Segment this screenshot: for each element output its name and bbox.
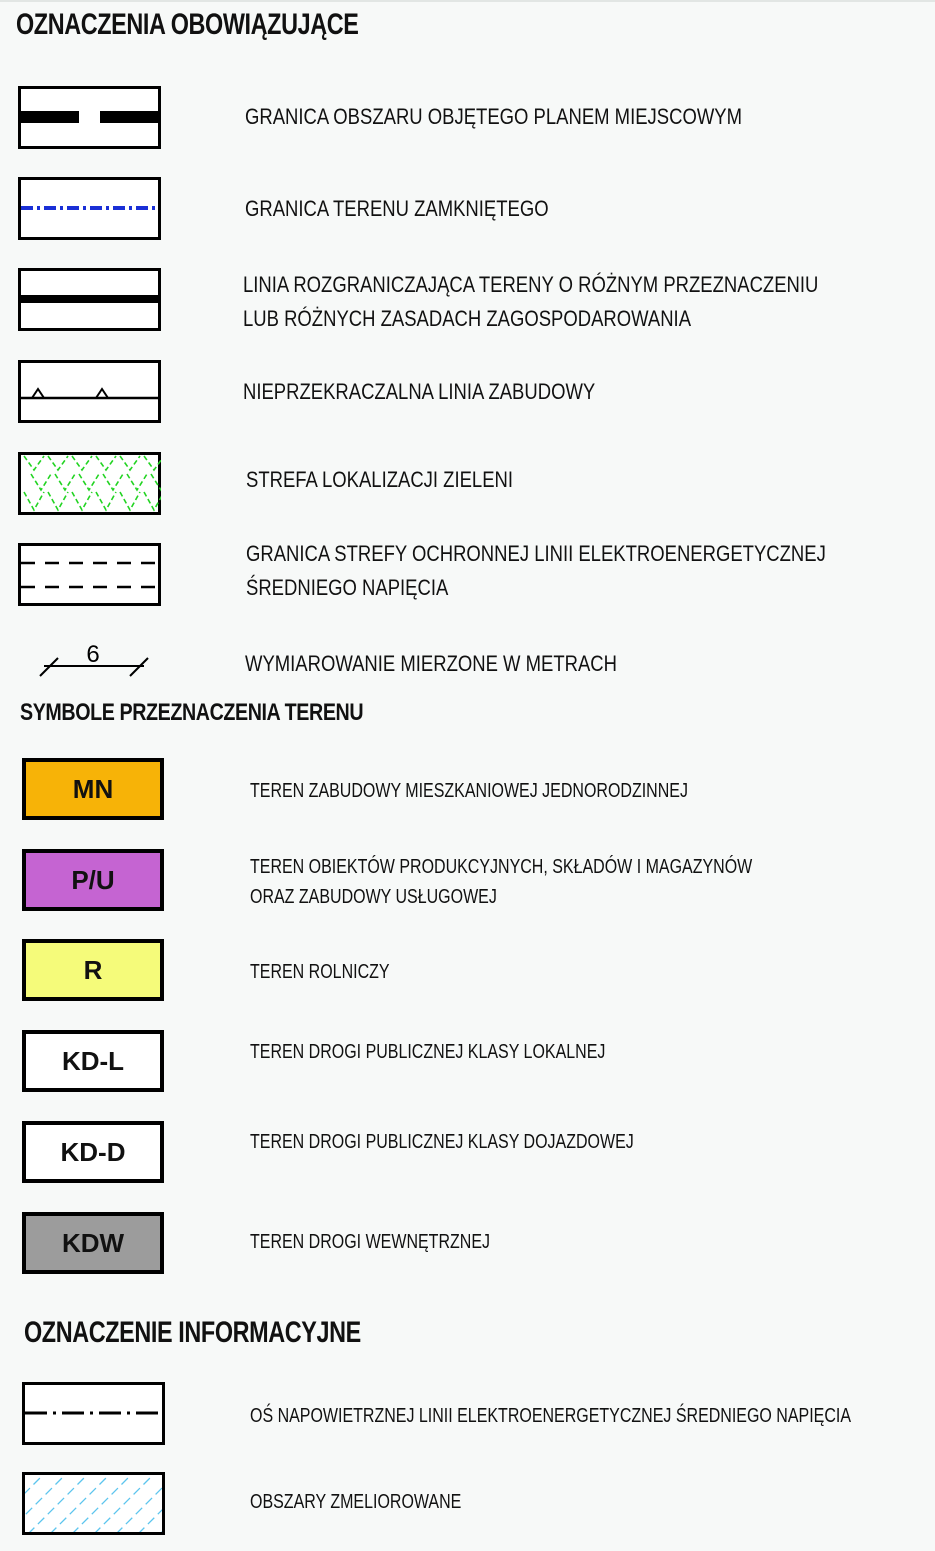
plan-boundary-symbol [18, 86, 161, 150]
land-use-code-kd-l: KD-L [22, 1030, 164, 1092]
legend-label-kd-d [250, 1127, 634, 1157]
label-line: TEREN OBIEKTÓW PRODUKCYJNYCH, SKŁADÓW I MAGAZYNÓW [250, 856, 753, 878]
label-line: TEREN DROGI WEWNĘTRZNEJ [250, 1231, 490, 1253]
section-title-informational: OZNACZENIE INFORMACYJNE [24, 1316, 361, 1349]
label-line: GRANICA TERENU ZAMKNIĘTEGO [245, 196, 549, 221]
land-use-code-pu: P/U [22, 849, 164, 911]
power-line-axis-symbol [22, 1382, 165, 1446]
label-line: TEREN DROGI PUBLICZNEJ KLASY LOKALNEJ [250, 1041, 606, 1063]
legend-label-r [250, 957, 390, 987]
label-line: OBSZARY ZMELIOROWANE [250, 1491, 462, 1513]
legend-label-drained-area [250, 1487, 461, 1517]
legend-label-plan-boundary [245, 100, 742, 134]
legend-label-kd-l [250, 1037, 605, 1067]
legend-label-closed-area-boundary [245, 192, 549, 226]
label-line: STREFA LOKALIZACJI ZIELENI [246, 467, 514, 492]
section-title-land-use: SYMBOLE PRZEZNACZENIA TERENU [20, 699, 364, 726]
building-line-symbol [18, 360, 161, 424]
label-line: ORAZ ZABUDOWY USŁUGOWEJ [250, 886, 497, 908]
label-line: TEREN DROGI PUBLICZNEJ KLASY DOJAZDOWEJ [250, 1131, 634, 1153]
top-border [0, 0, 935, 2]
legend-label-protection-zone [246, 537, 826, 605]
label-line: WYMIAROWANIE MIERZONE W METRACH [245, 651, 617, 676]
protection-zone-symbol [18, 543, 161, 607]
closed-area-boundary-symbol [18, 177, 161, 241]
land-use-code-mn: MN [22, 758, 164, 820]
legend-label-power-line-axis [250, 1401, 851, 1431]
label-line: GRANICA STREFY OCHRONNEJ LINII ELEKTROENERGETYCZNEJ [246, 541, 826, 566]
label-line: ŚREDNIEGO NAPIĘCIA [246, 575, 449, 600]
label-line: GRANICA OBSZARU OBJĘTEGO PLANEM MIEJSCOWYM [245, 104, 742, 129]
land-use-code-kd-d: KD-D [22, 1121, 164, 1183]
legend-label-building-line [243, 375, 595, 409]
label-line: LINIA ROZGRANICZAJĄCA TERENY O RÓŻNYM PRZEZNACZENIU [243, 272, 819, 297]
drained-area-symbol [22, 1472, 165, 1536]
legend-label-dimension [245, 647, 617, 681]
legend-label-green-zone [246, 463, 513, 497]
demarcation-line-symbol [18, 268, 161, 332]
legend-label-pu [250, 852, 752, 912]
green-zone-symbol [18, 452, 161, 516]
land-use-code-kdw: KDW [22, 1212, 164, 1274]
land-use-code-r: R [22, 939, 164, 1001]
label-line: OŚ NAPOWIETRZNEJ LINII ELEKTROENERGETYCZNEJ ŚREDNIEGO NAPIĘCIA [250, 1405, 851, 1427]
label-line: LUB RÓŻNYCH ZASADACH ZAGOSPODAROWANIA [243, 306, 692, 331]
label-line: NIEPRZEKRACZALNA LINIA ZABUDOWY [243, 379, 596, 404]
label-line: TEREN ROLNICZY [250, 961, 390, 983]
legend-label-demarcation-line [243, 268, 818, 336]
label-line: TEREN ZABUDOWY MIESZKANIOWEJ JEDNORODZINNEJ [250, 780, 688, 802]
legend-label-mn [250, 776, 688, 806]
legend-label-kdw [250, 1227, 490, 1257]
dimension-value: 6 [86, 641, 100, 668]
section-title-binding: OZNACZENIA OBOWIĄZUJĄCE [16, 8, 359, 41]
dimension-symbol [36, 638, 156, 682]
